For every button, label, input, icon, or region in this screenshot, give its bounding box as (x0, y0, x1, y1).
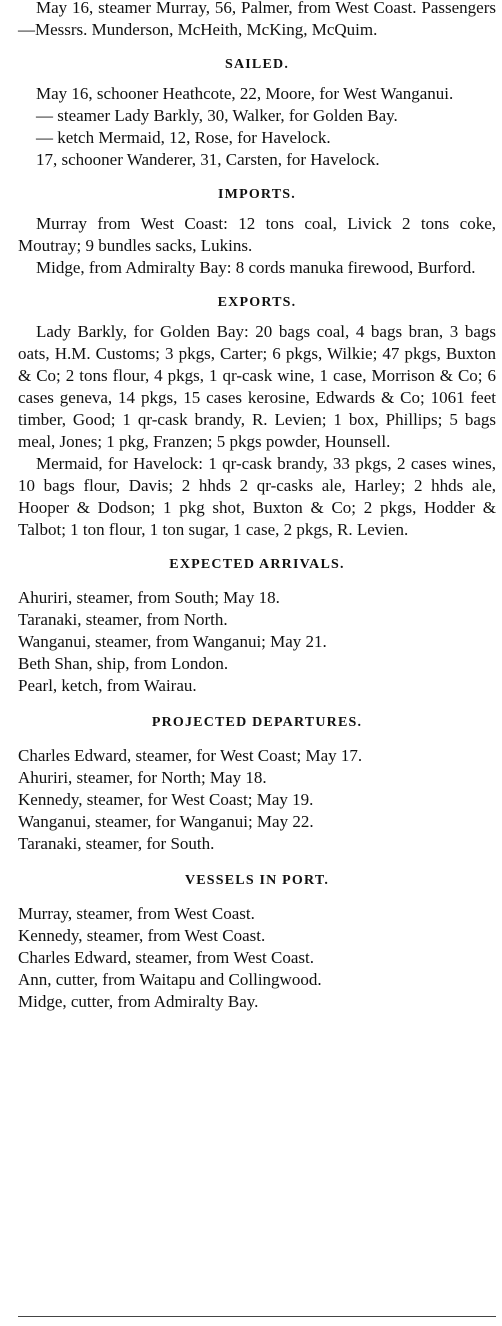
import-entry: Murray from West Coast: 12 tons coal, Livick 2 tons coke, Moutray; 9 bundles sacks, Lukins. (18, 214, 496, 255)
projected-departures-heading: PROJECTED DEPARTURES. (151, 715, 363, 730)
list-item: Midge, cutter, from Admiralty Bay. (18, 992, 259, 1011)
sailed-entry: — steamer Lady Barkly, 30, Walker, for Golden Bay. (36, 106, 398, 125)
sailed-entry: 17, schooner Wanderer, 31, Carsten, for Havelock. (36, 150, 380, 169)
vessels-in-port-heading: VESSELS IN PORT. (184, 873, 330, 888)
list-item: Taranaki, steamer, from North. (18, 610, 228, 629)
list-item: Kennedy, steamer, from West Coast. (18, 926, 266, 945)
list-item: Pearl, ketch, from Wairau. (18, 676, 197, 695)
list-item: Kennedy, steamer, for West Coast; May 19. (18, 790, 314, 809)
list-item: Ahuriri, steamer, from South; May 18. (18, 588, 280, 607)
list-item: Wanganui, steamer, for Wanganui; May 22. (18, 812, 314, 831)
arrival-entry: May 16, steamer Murray, 56, Palmer, from West Coast. Passengers—Messrs. Munderson, McHeith, McKing, McQuim. (18, 0, 496, 39)
projected-departures-list (18, 745, 496, 855)
expected-arrivals-list (18, 587, 496, 697)
list-item: Taranaki, steamer, for South. (18, 834, 215, 853)
vessels-in-port-list (18, 903, 496, 1013)
column-bottom-rule (18, 1316, 496, 1317)
list-item: Murray, steamer, from West Coast. (18, 904, 255, 923)
export-entry: Mermaid, for Havelock: 1 qr-cask brandy, 33 pkgs, 2 cases wines, 10 bags flour, Davis; 2 hhds 2 qr-casks ale, Harley; 2 hhds ale, Hooper & Dodson; 1 pkg shot, Buxton & Co; 2 pkgs, Hodder & Talbot; 1 ton flour, 1 ton sugar, 1 case, 2 pkgs, R. Levien. (18, 454, 496, 539)
list-item: Beth Shan, ship, from London. (18, 654, 229, 673)
sailed-section (18, 55, 496, 171)
expected-arrivals-heading: EXPECTED ARRIVALS. (169, 557, 345, 572)
vessels-in-port-section (18, 871, 496, 1013)
list-item: Charles Edward, steamer, for West Coast; May 17. (18, 746, 363, 765)
list-item: Charles Edward, steamer, from West Coast. (18, 948, 315, 967)
imports-heading: IMPORTS. (218, 187, 296, 202)
projected-departures-section (18, 713, 496, 855)
list-item: Wanganui, steamer, from Wanganui; May 21. (18, 632, 327, 651)
export-entry: Lady Barkly, for Golden Bay: 20 bags coal, 4 bags bran, 3 bags oats, H.M. Customs; 3 pkgs, Carter; 6 pkgs, Wilkie; 47 pkgs, Buxton & Co; 2 tons flour, 4 pkgs, 1 qr-cask wine, 1 case, Morrison & Co; 6 cases geneva, 14 pkgs, 15 cases kerosine, Edwards & Co; 1061 feet timber, Good; 1 qr-cask brandy, R. Levien; 1 box, Phillips; 5 bags meal, Jones; 1 pkg, Franzen; 5 pkgs powder, Hounsell. (18, 322, 496, 451)
sailed-entry: May 16, schooner Heathcote, 22, Moore, for West Wanganui. (36, 84, 454, 103)
list-item: Ann, cutter, from Waitapu and Collingwood. (18, 970, 322, 989)
sailed-entry: — ketch Mermaid, 12, Rose, for Havelock. (36, 128, 331, 147)
imports-section (18, 185, 496, 279)
expected-arrivals-section (18, 555, 496, 697)
list-item: Ahuriri, steamer, for North; May 18. (18, 768, 267, 787)
exports-section (18, 293, 496, 541)
arrived-section (18, 0, 496, 41)
sailed-heading: SAILED. (224, 57, 290, 72)
exports-heading: EXPORTS. (217, 295, 297, 310)
import-entry: Midge, from Admiralty Bay: 8 cords manuka firewood, Burford. (36, 258, 476, 277)
